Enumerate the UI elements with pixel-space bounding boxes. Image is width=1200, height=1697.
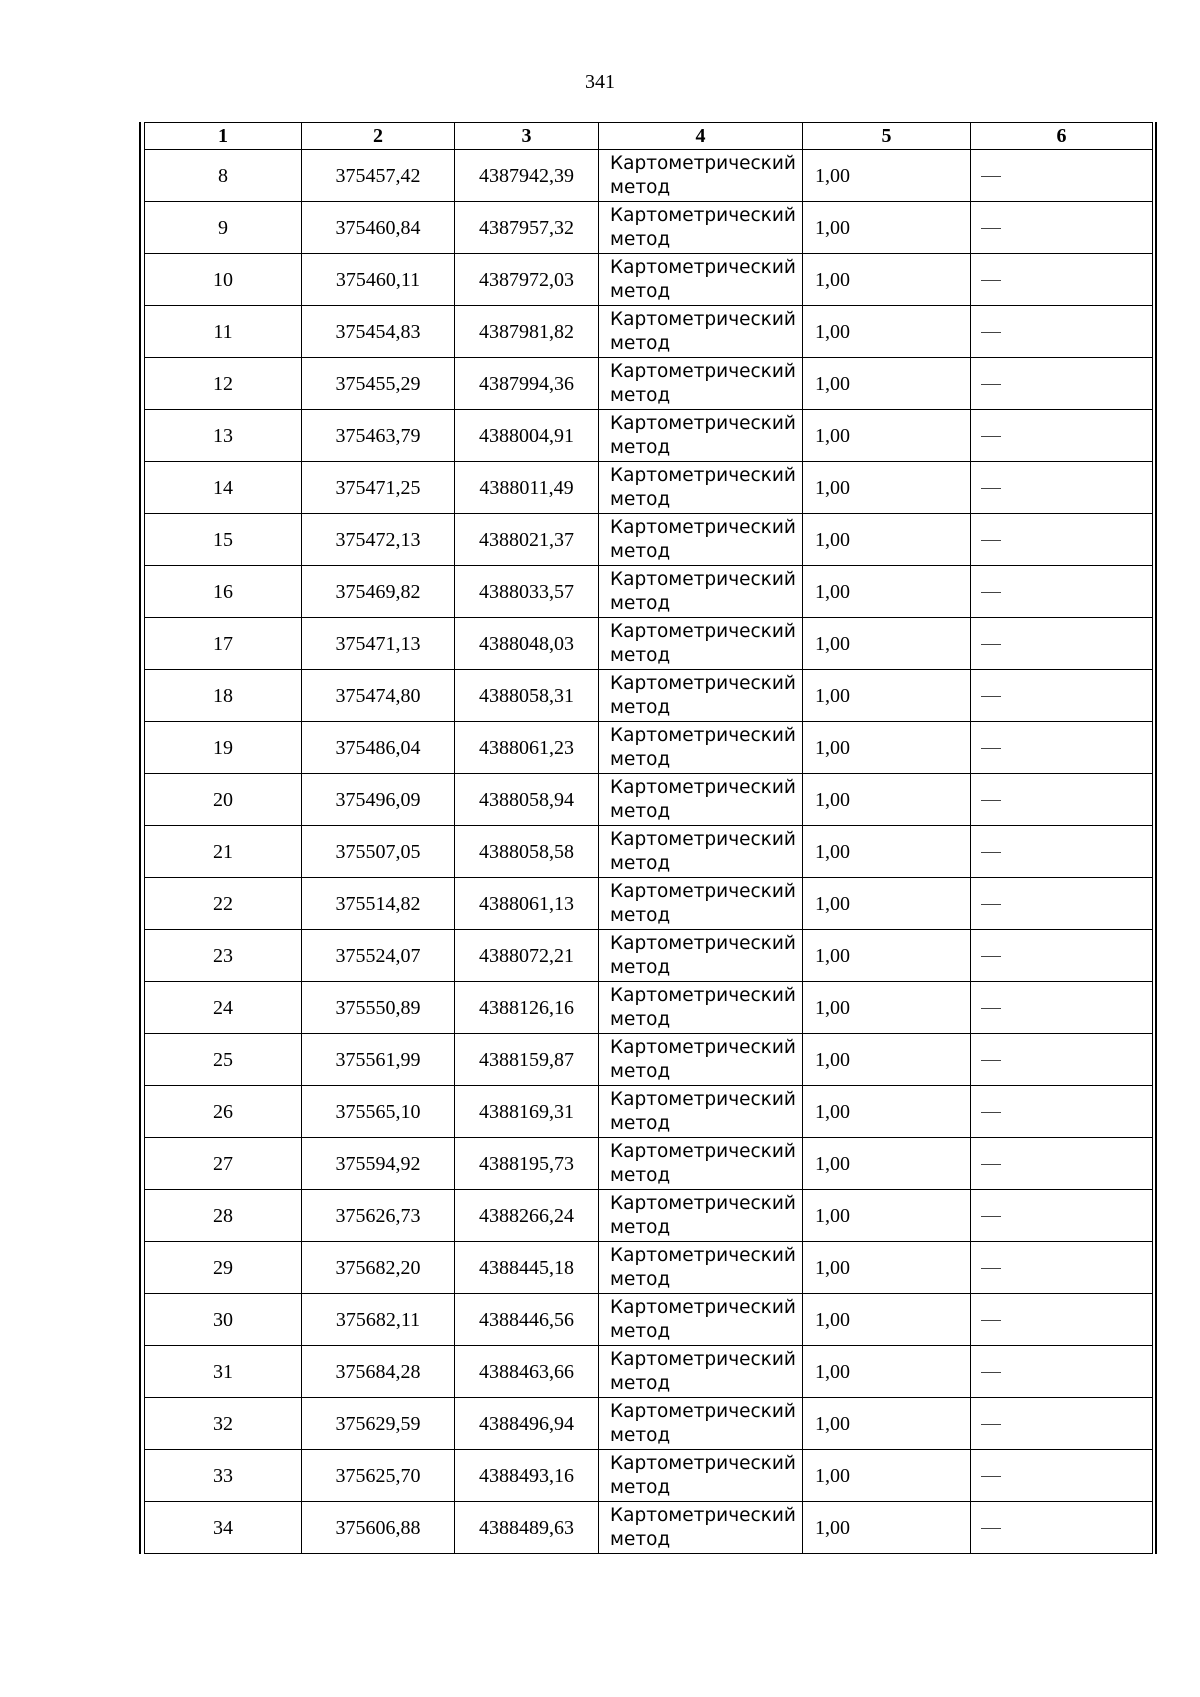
y-coordinate-cell: 4388126,16 — [455, 982, 599, 1034]
note-cell — [971, 1138, 1153, 1190]
method-line-1: Картометрический — [610, 152, 796, 174]
x-coordinate-cell: 375682,11 — [302, 1294, 455, 1346]
header-col-4: 4 — [599, 123, 803, 150]
dash-mark — [981, 1112, 1001, 1113]
accuracy-cell: 1,00 — [803, 1086, 971, 1138]
method-cell — [599, 1190, 803, 1242]
point-number-cell: 18 — [145, 670, 302, 722]
dash-mark — [981, 228, 1001, 229]
point-number-cell: 15 — [145, 514, 302, 566]
method-line-2: метод — [610, 696, 671, 718]
point-number-cell: 21 — [145, 826, 302, 878]
method-line-1: Картометрический — [610, 1296, 796, 1318]
x-coordinate-cell: 375507,05 — [302, 826, 455, 878]
x-coordinate-cell: 375471,25 — [302, 462, 455, 514]
method-line-2: метод — [610, 1164, 671, 1186]
method-cell — [599, 1294, 803, 1346]
method-line-2: метод — [610, 1008, 671, 1030]
method-line-1: Картометрический — [610, 880, 796, 902]
method-cell — [599, 462, 803, 514]
dash-mark — [981, 1164, 1001, 1165]
point-number-cell: 27 — [145, 1138, 302, 1190]
point-number-cell: 10 — [145, 254, 302, 306]
accuracy-cell: 1,00 — [803, 1346, 971, 1398]
dash-mark — [981, 904, 1001, 905]
y-coordinate-cell: 4388445,18 — [455, 1242, 599, 1294]
dash-mark — [981, 956, 1001, 957]
method-cell — [599, 1450, 803, 1502]
accuracy-cell: 1,00 — [803, 1138, 971, 1190]
point-number-cell: 17 — [145, 618, 302, 670]
y-coordinate-cell: 4387957,32 — [455, 202, 599, 254]
accuracy-cell: 1,00 — [803, 202, 971, 254]
method-cell — [599, 982, 803, 1034]
table-row — [145, 254, 1153, 306]
note-cell — [971, 410, 1153, 462]
dash-mark — [981, 1424, 1001, 1425]
y-coordinate-cell: 4388058,58 — [455, 826, 599, 878]
x-coordinate-cell: 375471,13 — [302, 618, 455, 670]
dash-mark — [981, 1372, 1001, 1373]
method-line-1: Картометрический — [610, 568, 796, 590]
point-number-cell: 30 — [145, 1294, 302, 1346]
method-line-2: метод — [610, 280, 671, 302]
accuracy-cell: 1,00 — [803, 670, 971, 722]
note-cell — [971, 1346, 1153, 1398]
table-row — [145, 930, 1153, 982]
method-line-2: метод — [610, 852, 671, 874]
point-number-cell: 23 — [145, 930, 302, 982]
note-cell — [971, 202, 1153, 254]
method-line-1: Картометрический — [610, 828, 796, 850]
method-line-2: метод — [610, 1476, 671, 1498]
table-row — [145, 1190, 1153, 1242]
point-number-cell: 8 — [145, 150, 302, 202]
y-coordinate-cell: 4387942,39 — [455, 150, 599, 202]
note-cell — [971, 618, 1153, 670]
dash-mark — [981, 1060, 1001, 1061]
method-line-1: Картометрический — [610, 308, 796, 330]
y-coordinate-cell: 4388195,73 — [455, 1138, 599, 1190]
note-cell — [971, 514, 1153, 566]
header-col-5: 5 — [803, 123, 971, 150]
header-col-3: 3 — [455, 123, 599, 150]
y-coordinate-cell: 4388446,56 — [455, 1294, 599, 1346]
method-cell — [599, 618, 803, 670]
point-number-cell: 26 — [145, 1086, 302, 1138]
method-cell — [599, 306, 803, 358]
x-coordinate-cell: 375682,20 — [302, 1242, 455, 1294]
method-line-1: Картометрический — [610, 672, 796, 694]
accuracy-cell: 1,00 — [803, 1450, 971, 1502]
table-row — [145, 150, 1153, 202]
method-line-1: Картометрический — [610, 1088, 796, 1110]
y-coordinate-cell: 4388072,21 — [455, 930, 599, 982]
note-cell — [971, 1086, 1153, 1138]
method-cell — [599, 722, 803, 774]
table-row — [145, 1086, 1153, 1138]
x-coordinate-cell: 375550,89 — [302, 982, 455, 1034]
method-line-1: Картометрический — [610, 1400, 796, 1422]
point-number-cell: 12 — [145, 358, 302, 410]
x-coordinate-cell: 375565,10 — [302, 1086, 455, 1138]
method-cell — [599, 1502, 803, 1554]
method-line-1: Картометрический — [610, 516, 796, 538]
method-cell — [599, 1034, 803, 1086]
table-row — [145, 1502, 1153, 1554]
method-cell — [599, 1398, 803, 1450]
method-cell — [599, 774, 803, 826]
method-line-1: Картометрический — [610, 1036, 796, 1058]
note-cell — [971, 982, 1153, 1034]
x-coordinate-cell: 375606,88 — [302, 1502, 455, 1554]
x-coordinate-cell: 375454,83 — [302, 306, 455, 358]
method-cell — [599, 1086, 803, 1138]
method-line-1: Картометрический — [610, 1348, 796, 1370]
y-coordinate-cell: 4387994,36 — [455, 358, 599, 410]
point-number-cell: 31 — [145, 1346, 302, 1398]
table-row — [145, 722, 1153, 774]
method-cell — [599, 670, 803, 722]
method-line-2: метод — [610, 384, 671, 406]
dash-mark — [981, 592, 1001, 593]
note-cell — [971, 1294, 1153, 1346]
note-cell — [971, 1242, 1153, 1294]
dash-mark — [981, 488, 1001, 489]
accuracy-cell: 1,00 — [803, 410, 971, 462]
x-coordinate-cell: 375486,04 — [302, 722, 455, 774]
table-row — [145, 618, 1153, 670]
point-number-cell: 14 — [145, 462, 302, 514]
dash-mark — [981, 384, 1001, 385]
accuracy-cell: 1,00 — [803, 1294, 971, 1346]
method-line-2: метод — [610, 1268, 671, 1290]
table-row — [145, 514, 1153, 566]
y-coordinate-cell: 4388061,13 — [455, 878, 599, 930]
point-number-cell: 20 — [145, 774, 302, 826]
y-coordinate-cell: 4388463,66 — [455, 1346, 599, 1398]
accuracy-cell: 1,00 — [803, 566, 971, 618]
y-coordinate-cell: 4388011,49 — [455, 462, 599, 514]
note-cell — [971, 254, 1153, 306]
method-line-2: метод — [610, 1112, 671, 1134]
dash-mark — [981, 540, 1001, 541]
method-line-1: Картометрический — [610, 412, 796, 434]
dash-mark — [981, 332, 1001, 333]
x-coordinate-cell: 375524,07 — [302, 930, 455, 982]
method-cell — [599, 254, 803, 306]
y-coordinate-cell: 4388061,23 — [455, 722, 599, 774]
method-line-2: метод — [610, 332, 671, 354]
coordinates-table — [144, 122, 1153, 1554]
y-coordinate-cell: 4388266,24 — [455, 1190, 599, 1242]
point-number-cell: 28 — [145, 1190, 302, 1242]
x-coordinate-cell: 375496,09 — [302, 774, 455, 826]
dash-mark — [981, 1008, 1001, 1009]
y-coordinate-cell: 4388169,31 — [455, 1086, 599, 1138]
x-coordinate-cell: 375455,29 — [302, 358, 455, 410]
table-row — [145, 1398, 1153, 1450]
method-line-2: метод — [610, 592, 671, 614]
table-row — [145, 670, 1153, 722]
point-number-cell: 16 — [145, 566, 302, 618]
table-row — [145, 1346, 1153, 1398]
accuracy-cell: 1,00 — [803, 1502, 971, 1554]
method-line-2: метод — [610, 436, 671, 458]
accuracy-cell: 1,00 — [803, 150, 971, 202]
method-cell — [599, 1242, 803, 1294]
dash-mark — [981, 644, 1001, 645]
accuracy-cell: 1,00 — [803, 254, 971, 306]
dash-mark — [981, 1268, 1001, 1269]
dash-mark — [981, 1320, 1001, 1321]
dash-mark — [981, 436, 1001, 437]
method-line-2: метод — [610, 540, 671, 562]
point-number-cell: 32 — [145, 1398, 302, 1450]
accuracy-cell: 1,00 — [803, 514, 971, 566]
accuracy-cell: 1,00 — [803, 722, 971, 774]
method-line-1: Картометрический — [610, 204, 796, 226]
note-cell — [971, 1398, 1153, 1450]
note-cell — [971, 930, 1153, 982]
method-line-2: метод — [610, 176, 671, 198]
dash-mark — [981, 800, 1001, 801]
y-coordinate-cell: 4388489,63 — [455, 1502, 599, 1554]
method-line-1: Картометрический — [610, 1244, 796, 1266]
accuracy-cell: 1,00 — [803, 306, 971, 358]
table-row — [145, 306, 1153, 358]
table-row — [145, 1242, 1153, 1294]
accuracy-cell: 1,00 — [803, 462, 971, 514]
method-line-2: метод — [610, 488, 671, 510]
accuracy-cell: 1,00 — [803, 774, 971, 826]
method-cell — [599, 826, 803, 878]
note-cell — [971, 826, 1153, 878]
accuracy-cell: 1,00 — [803, 1190, 971, 1242]
note-cell — [971, 1034, 1153, 1086]
accuracy-cell: 1,00 — [803, 358, 971, 410]
point-number-cell: 25 — [145, 1034, 302, 1086]
method-line-1: Картометрический — [610, 1140, 796, 1162]
point-number-cell: 24 — [145, 982, 302, 1034]
table-row — [145, 358, 1153, 410]
y-coordinate-cell: 4388058,31 — [455, 670, 599, 722]
y-coordinate-cell: 4388033,57 — [455, 566, 599, 618]
x-coordinate-cell: 375463,79 — [302, 410, 455, 462]
y-coordinate-cell: 4388493,16 — [455, 1450, 599, 1502]
method-line-2: метод — [610, 800, 671, 822]
method-line-1: Картометрический — [610, 360, 796, 382]
method-line-2: метод — [610, 1216, 671, 1238]
table-header-row — [145, 123, 1153, 150]
method-line-1: Картометрический — [610, 464, 796, 486]
note-cell — [971, 1450, 1153, 1502]
dash-mark — [981, 176, 1001, 177]
accuracy-cell: 1,00 — [803, 1398, 971, 1450]
table-row — [145, 462, 1153, 514]
method-line-2: метод — [610, 748, 671, 770]
y-coordinate-cell: 4388058,94 — [455, 774, 599, 826]
accuracy-cell: 1,00 — [803, 1242, 971, 1294]
method-cell — [599, 1138, 803, 1190]
dash-mark — [981, 852, 1001, 853]
dash-mark — [981, 280, 1001, 281]
method-line-2: метод — [610, 1060, 671, 1082]
x-coordinate-cell: 375626,73 — [302, 1190, 455, 1242]
table-row — [145, 1294, 1153, 1346]
point-number-cell: 11 — [145, 306, 302, 358]
method-cell — [599, 878, 803, 930]
x-coordinate-cell: 375625,70 — [302, 1450, 455, 1502]
accuracy-cell: 1,00 — [803, 878, 971, 930]
method-cell — [599, 930, 803, 982]
table-row — [145, 1138, 1153, 1190]
method-line-1: Картометрический — [610, 932, 796, 954]
method-line-2: метод — [610, 1528, 671, 1550]
point-number-cell: 34 — [145, 1502, 302, 1554]
y-coordinate-cell: 4388021,37 — [455, 514, 599, 566]
method-line-1: Картометрический — [610, 776, 796, 798]
x-coordinate-cell: 375460,11 — [302, 254, 455, 306]
method-cell — [599, 358, 803, 410]
x-coordinate-cell: 375472,13 — [302, 514, 455, 566]
method-line-1: Картометрический — [610, 256, 796, 278]
table-row — [145, 410, 1153, 462]
note-cell — [971, 462, 1153, 514]
dash-mark — [981, 1528, 1001, 1529]
x-coordinate-cell: 375460,84 — [302, 202, 455, 254]
accuracy-cell: 1,00 — [803, 618, 971, 670]
x-coordinate-cell: 375469,82 — [302, 566, 455, 618]
dash-mark — [981, 748, 1001, 749]
y-coordinate-cell: 4387981,82 — [455, 306, 599, 358]
coordinates-table-frame — [139, 122, 1157, 1554]
x-coordinate-cell: 375457,42 — [302, 150, 455, 202]
accuracy-cell: 1,00 — [803, 826, 971, 878]
method-cell — [599, 566, 803, 618]
table-row — [145, 774, 1153, 826]
x-coordinate-cell: 375474,80 — [302, 670, 455, 722]
accuracy-cell: 1,00 — [803, 982, 971, 1034]
dash-mark — [981, 1216, 1001, 1217]
method-line-1: Картометрический — [610, 1452, 796, 1474]
y-coordinate-cell: 4388159,87 — [455, 1034, 599, 1086]
note-cell — [971, 566, 1153, 618]
dash-mark — [981, 696, 1001, 697]
x-coordinate-cell: 375629,59 — [302, 1398, 455, 1450]
y-coordinate-cell: 4388496,94 — [455, 1398, 599, 1450]
method-line-1: Картометрический — [610, 984, 796, 1006]
method-line-2: метод — [610, 1424, 671, 1446]
point-number-cell: 13 — [145, 410, 302, 462]
table-row — [145, 1034, 1153, 1086]
point-number-cell: 29 — [145, 1242, 302, 1294]
y-coordinate-cell: 4387972,03 — [455, 254, 599, 306]
table-row — [145, 1450, 1153, 1502]
note-cell — [971, 878, 1153, 930]
method-line-1: Картометрический — [610, 1504, 796, 1526]
header-col-6: 6 — [971, 123, 1153, 150]
header-col-2: 2 — [302, 123, 455, 150]
method-line-2: метод — [610, 644, 671, 666]
note-cell — [971, 722, 1153, 774]
table-row — [145, 878, 1153, 930]
accuracy-cell: 1,00 — [803, 930, 971, 982]
method-line-2: метод — [610, 956, 671, 978]
note-cell — [971, 1190, 1153, 1242]
table-row — [145, 826, 1153, 878]
dash-mark — [981, 1476, 1001, 1477]
note-cell — [971, 774, 1153, 826]
point-number-cell: 33 — [145, 1450, 302, 1502]
header-col-1: 1 — [145, 123, 302, 150]
y-coordinate-cell: 4388048,03 — [455, 618, 599, 670]
method-line-2: метод — [610, 1372, 671, 1394]
page-number: 341 — [585, 71, 615, 93]
note-cell — [971, 1502, 1153, 1554]
method-line-2: метод — [610, 228, 671, 250]
point-number-cell: 22 — [145, 878, 302, 930]
method-cell — [599, 1346, 803, 1398]
method-line-2: метод — [610, 904, 671, 926]
method-line-1: Картометрический — [610, 1192, 796, 1214]
note-cell — [971, 358, 1153, 410]
note-cell — [971, 306, 1153, 358]
table-body — [145, 150, 1153, 1554]
point-number-cell: 9 — [145, 202, 302, 254]
y-coordinate-cell: 4388004,91 — [455, 410, 599, 462]
method-cell — [599, 202, 803, 254]
method-line-1: Картометрический — [610, 724, 796, 746]
accuracy-cell: 1,00 — [803, 1034, 971, 1086]
method-cell — [599, 410, 803, 462]
note-cell — [971, 670, 1153, 722]
table-row — [145, 566, 1153, 618]
method-line-2: метод — [610, 1320, 671, 1342]
method-line-1: Картометрический — [610, 620, 796, 642]
x-coordinate-cell: 375684,28 — [302, 1346, 455, 1398]
method-cell — [599, 150, 803, 202]
x-coordinate-cell: 375594,92 — [302, 1138, 455, 1190]
x-coordinate-cell: 375514,82 — [302, 878, 455, 930]
method-cell — [599, 514, 803, 566]
table-row — [145, 202, 1153, 254]
note-cell — [971, 150, 1153, 202]
point-number-cell: 19 — [145, 722, 302, 774]
x-coordinate-cell: 375561,99 — [302, 1034, 455, 1086]
table-row — [145, 982, 1153, 1034]
